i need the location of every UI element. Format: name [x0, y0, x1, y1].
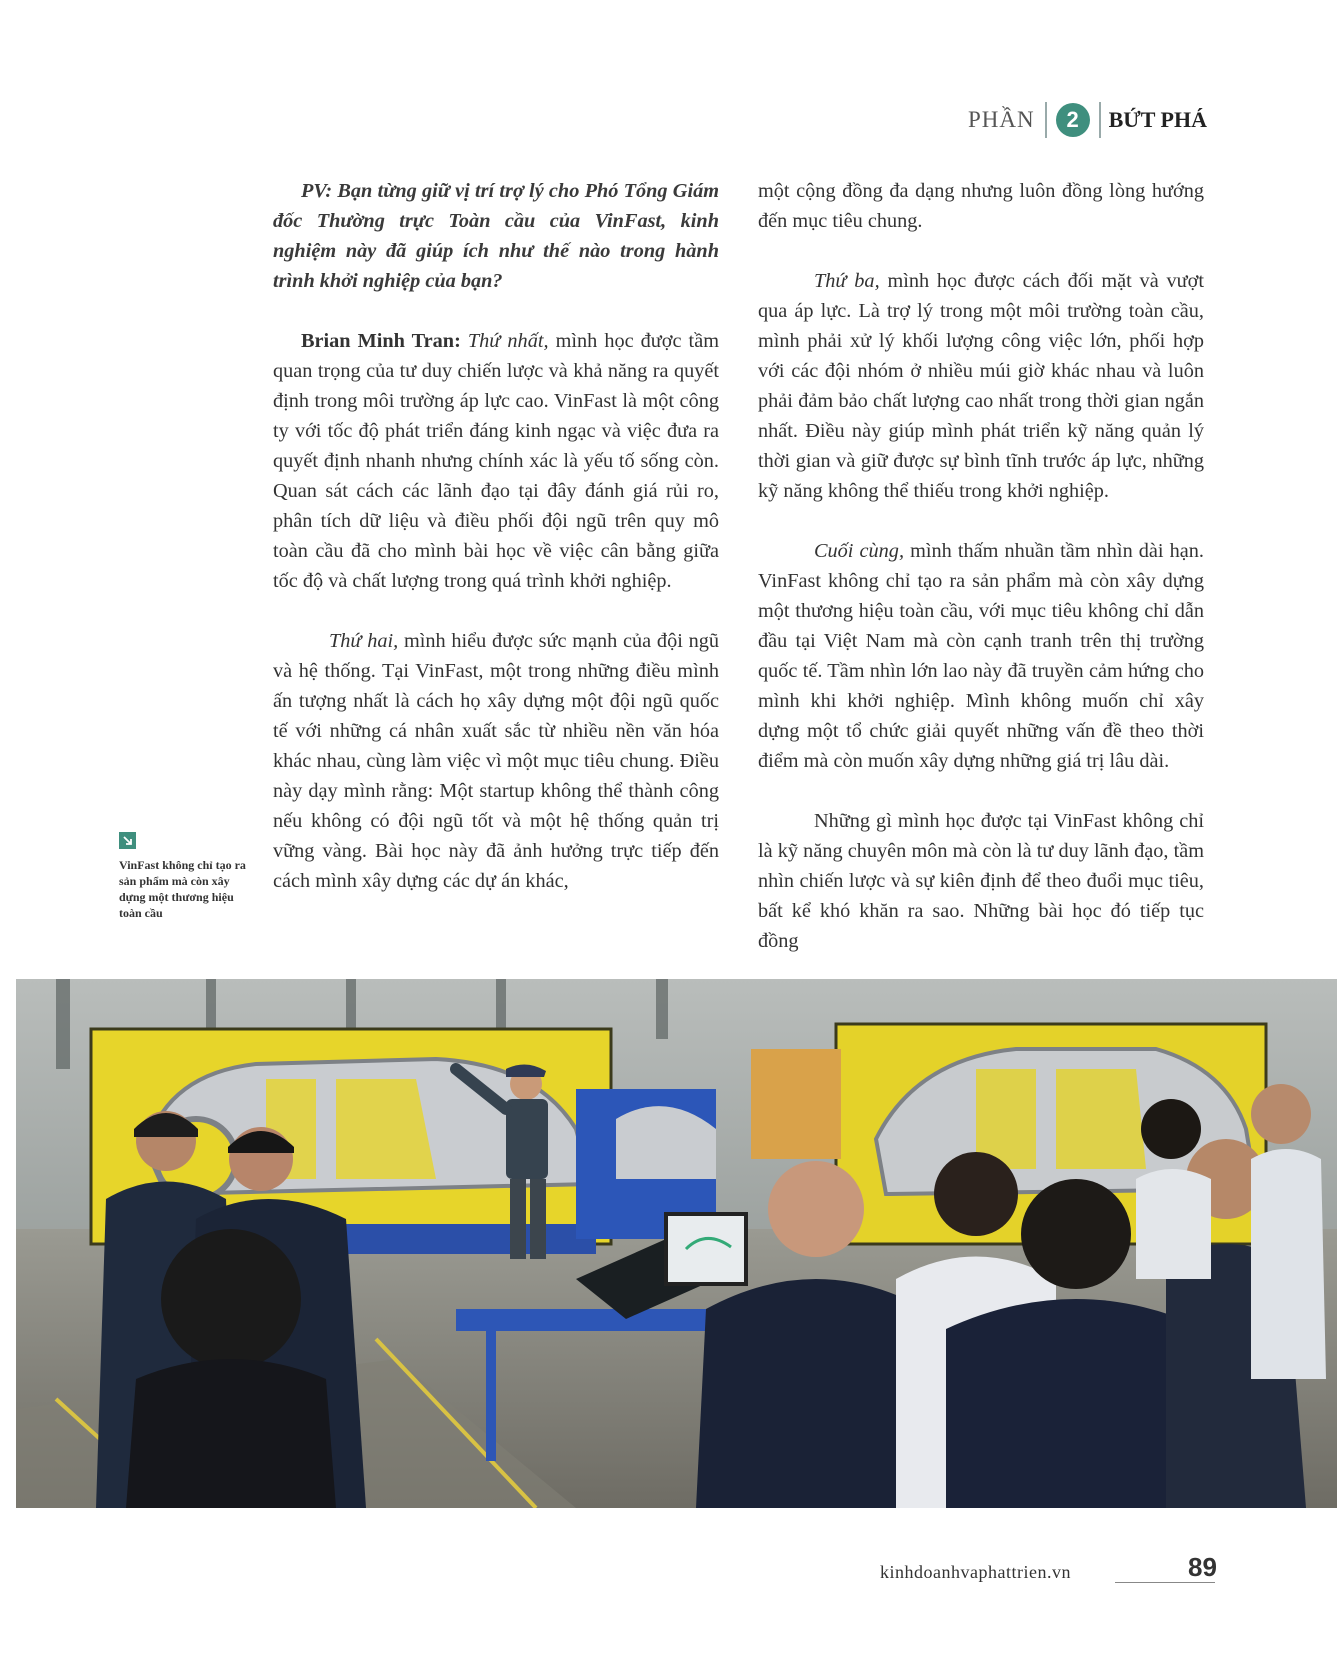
interview-question: PV: Bạn từng giữ vị trí trợ lý cho Phó Tổng Giám đốc Thường trực Toàn cầu của VinFast, kinh nghiệm này đã giúp ích như thế nào trong hành trình khởi nghiệp của bạn? — [273, 180, 719, 292]
factory-photo — [16, 979, 1337, 1508]
photo-caption — [119, 832, 251, 921]
answer-paragraph-3 — [758, 266, 1204, 506]
answer-paragraph-1 — [273, 326, 719, 596]
section-label: PHẦN — [967, 107, 1035, 132]
arrow-down-right-icon — [119, 832, 136, 849]
header-divider — [1045, 102, 1047, 138]
answer-text: mình thấm nhuần tầm nhìn dài hạn. VinFast không chỉ tạo ra sản phẩm mà còn xây dựng một thương hiệu toàn cầu, với mục tiêu không chỉ dẫn đầu tại Việt Nam mà còn cạnh tranh trên thị trường quốc tế. Tầm nhìn lớn lao này đã truyền cảm hứng cho mình khi khởi nghiệp. Mình không muốn chỉ xây dựng một tổ chức giải quyết những vấn đề theo thời điểm mà còn muốn xây dựng những giá trị lâu dài. — [758, 540, 1204, 772]
section-number-badge: 2 — [1056, 103, 1090, 137]
answer-paragraph-4 — [758, 536, 1204, 776]
closing-paragraph: Những gì mình học được tại VinFast không chỉ là kỹ năng chuyên môn mà còn là tư duy lãnh đạo, tầm nhìn chiến lược và sự kiên định để theo đuổi mục tiêu, bất kể khó khăn ra sao. Những bài học đó tiếp tục đồng — [758, 810, 1204, 952]
footer-website: kinhdoanhvaphattrien.vn — [880, 1562, 1071, 1582]
section-title: BỨT PHÁ — [1108, 107, 1207, 132]
answer-lead: Thứ nhất, — [467, 330, 549, 352]
article-column-left — [273, 176, 719, 896]
page-number: 89 — [1188, 1552, 1217, 1582]
answer-lead: Cuối cùng, — [814, 540, 905, 562]
answer-paragraph-2-continued: một cộng đồng đa dạng nhưng luôn đồng lòng hướng đến mục tiêu chung. — [758, 180, 1204, 232]
answer-lead: Thứ hai, — [329, 630, 399, 652]
answer-text: mình hiểu được sức mạnh của đội ngũ và hệ thống. Tại VinFast, một trong những điều mình ấn tượng nhất là cách họ xây dựng một đội ngũ quốc tế với những cá nhân xuất sắc từ nhiều nền văn hóa khác nhau, cùng làm việc vì một mục tiêu chung. Điều này dạy mình rằng: Một startup không thể thành công nếu không có đội ngũ tốt và một hệ thống quản trị vững vàng. Bài học này đã ảnh hưởng trực tiếp đến cách mình xây dựng các dự án khác, — [273, 630, 719, 892]
answer-text: mình học được tầm quan trọng của tư duy chiến lược và khả năng ra quyết định trong môi trường áp lực cao. VinFast là một công ty với tốc độ phát triển đáng kinh ngạc và việc đưa ra quyết định nhanh nhưng chính xác là yếu tố sống còn. Quan sát cách các lãnh đạo tại đây đánh giá rủi ro, phân tích dữ liệu và điều phối đội ngũ trên quy mô toàn cầu đã cho mình bài học về việc cân bằng giữa tốc độ và chất lượng trong quá trình khởi nghiệp. — [273, 330, 719, 592]
article-column-right — [758, 176, 1204, 956]
speaker-name: Brian Minh Tran: — [301, 330, 461, 352]
answer-paragraph-2 — [273, 626, 719, 896]
section-header — [968, 98, 1207, 142]
caption-text: VinFast không chỉ tạo ra sản phẩm mà còn xây dựng một thương hiệu toàn cầu — [119, 858, 246, 920]
answer-text: mình học được cách đối mặt và vượt qua áp lực. Là trợ lý trong một môi trường toàn cầu, mình phải xử lý khối lượng công việc lớn, phối hợp với các đội nhóm ở nhiều múi giờ khác nhau và luôn phải đảm bảo chất lượng cao nhất trong thời gian ngắn nhất. Điều này giúp mình phát triển kỹ năng quản lý thời gian và giữ được sự bình tĩnh trước áp lực, những kỹ năng không thể thiếu trong khởi nghiệp. — [758, 270, 1204, 502]
header-divider — [1099, 102, 1101, 138]
answer-lead: Thứ ba, — [814, 270, 880, 292]
